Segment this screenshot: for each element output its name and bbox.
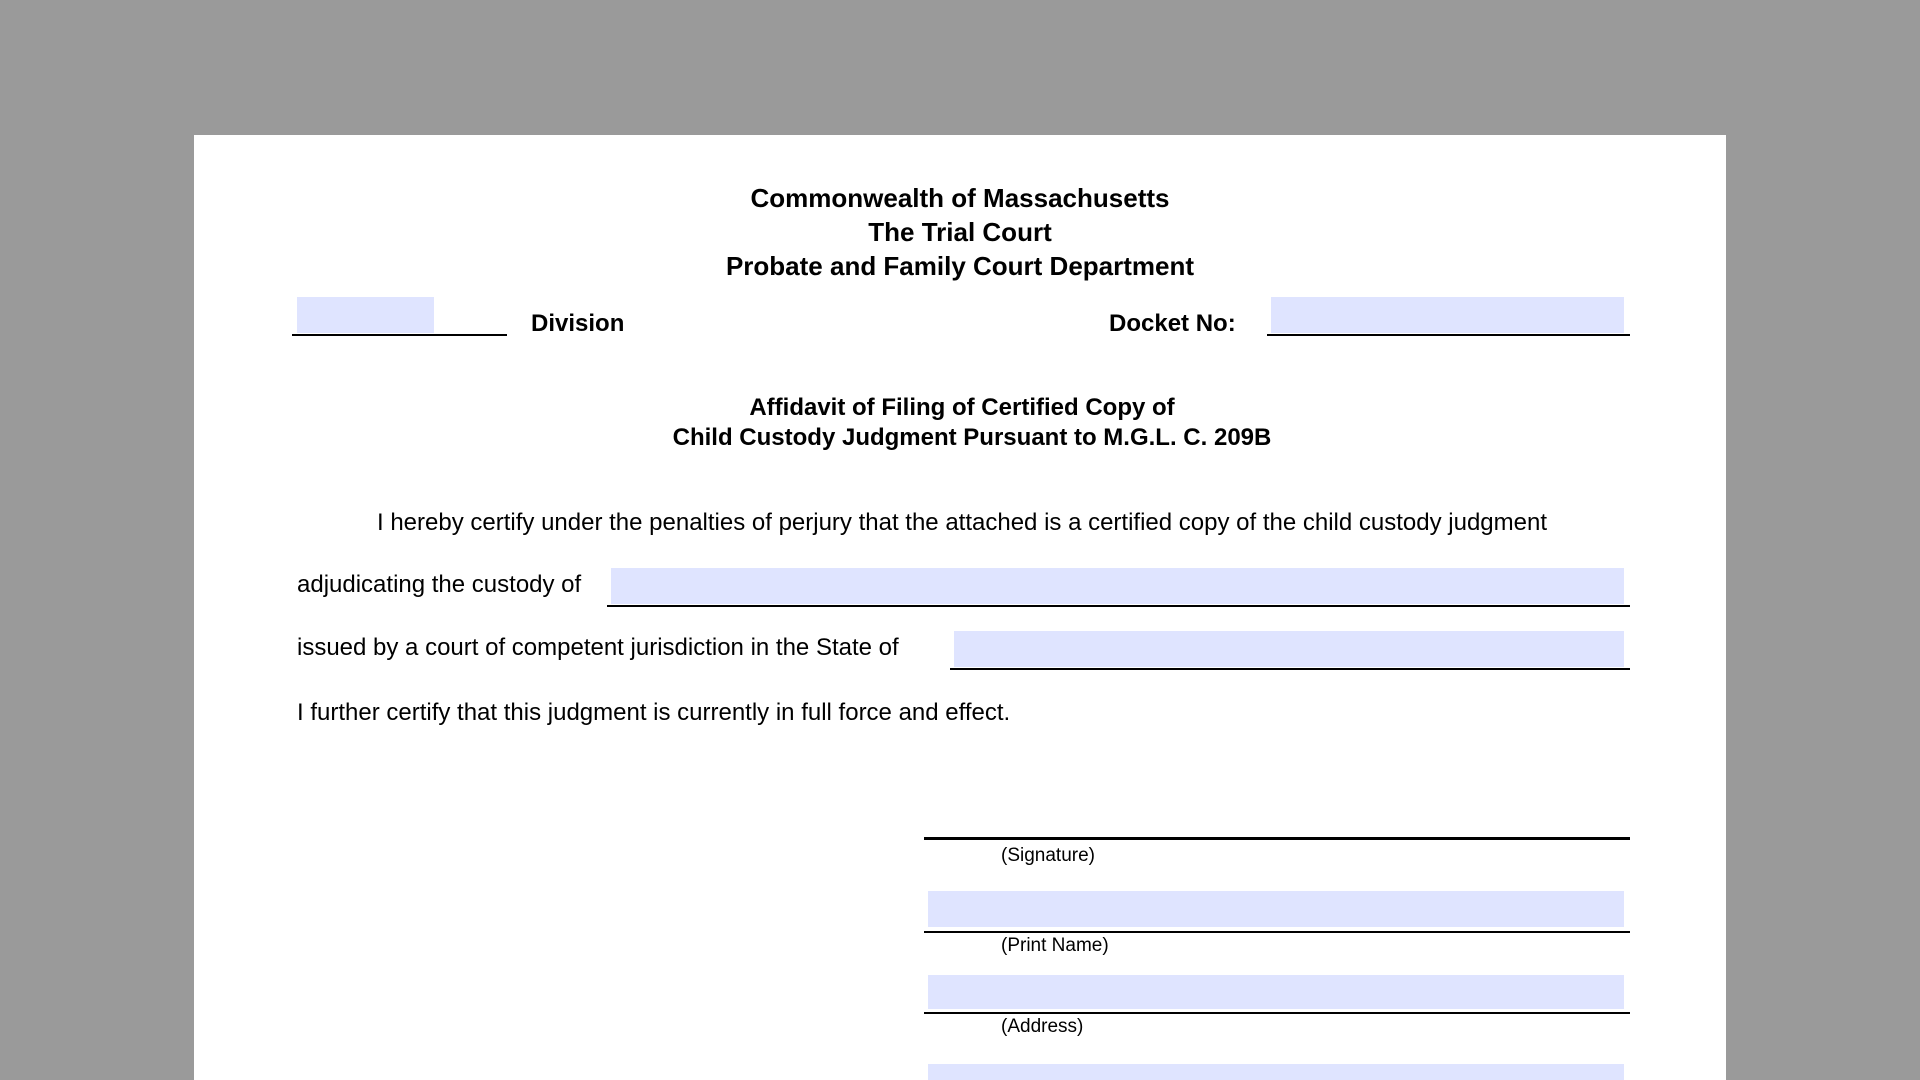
document-page: [194, 135, 1726, 1080]
division-field[interactable]: [297, 297, 434, 333]
address-line-2-field[interactable]: [928, 1064, 1624, 1080]
division-label: Division: [531, 310, 625, 337]
signature-caption: (Signature): [1001, 845, 1095, 866]
custody-of-field[interactable]: [611, 568, 1624, 604]
print-name-underline: [924, 931, 1630, 933]
custody-underline: [607, 605, 1630, 607]
further-certify-text: I further certify that this judgment is currently in full force and effect.: [297, 699, 1011, 726]
court-header-line-3: Probate and Family Court Department: [725, 251, 1195, 281]
address-caption: (Address): [1001, 1016, 1084, 1037]
docket-number-field[interactable]: [1271, 297, 1624, 333]
court-header-line-2: The Trial Court: [868, 217, 1052, 247]
docket-label: Docket No:: [1109, 310, 1236, 337]
division-underline: [292, 334, 507, 336]
court-header-line-1: Commonwealth of Massachusetts: [750, 183, 1170, 213]
address-field[interactable]: [928, 975, 1624, 1009]
state-field[interactable]: [954, 631, 1624, 667]
docket-underline: [1267, 334, 1630, 336]
print-name-field[interactable]: [928, 891, 1624, 927]
signature-line[interactable]: [924, 837, 1630, 840]
state-underline: [950, 668, 1630, 670]
custody-label: adjudicating the custody of: [297, 571, 582, 598]
address-underline: [924, 1012, 1630, 1014]
affidavit-title-line-1: Affidavit of Filing of Certified Copy of: [749, 394, 1175, 421]
affidavit-title-line-2: Child Custody Judgment Pursuant to M.G.L. C. 209B: [672, 424, 1272, 451]
print-name-caption: (Print Name): [1001, 935, 1109, 956]
state-label: issued by a court of competent jurisdiction in the State of: [297, 634, 899, 661]
certify-paragraph-start: I hereby certify under the penalties of perjury that the attached is a certified copy of the child custody judgment: [377, 509, 1547, 536]
